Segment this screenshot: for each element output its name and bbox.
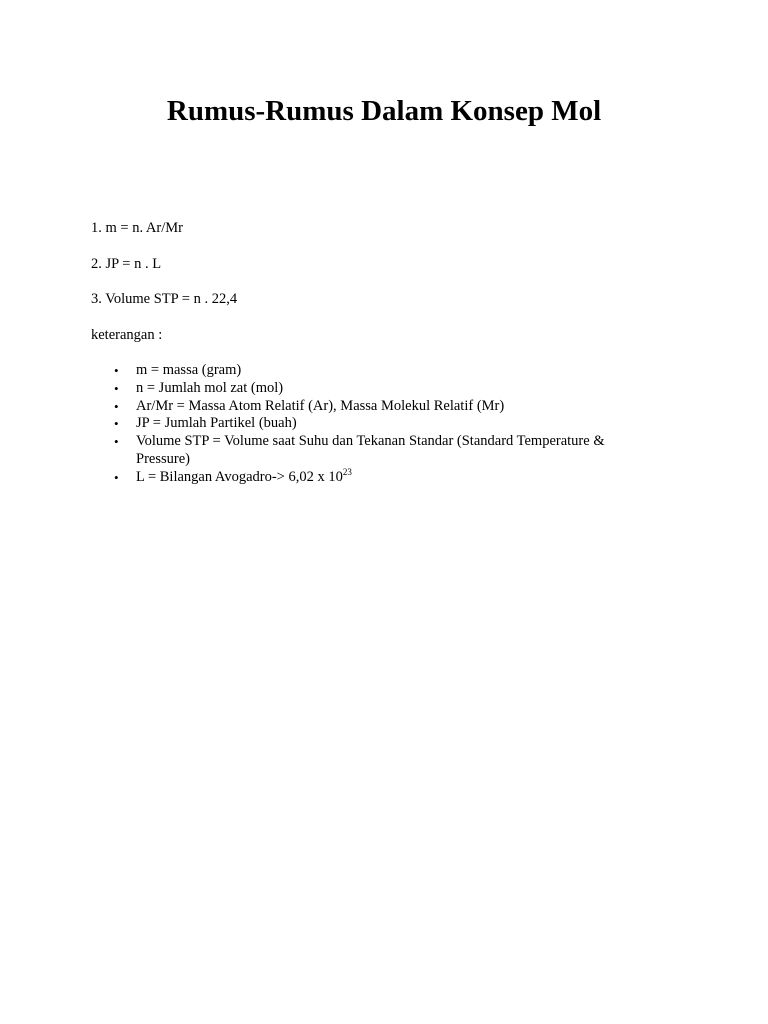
bullet-icon: •: [114, 363, 119, 378]
formula-mass: 1. m = n. Ar/Mr: [91, 220, 183, 236]
exponent: 23: [342, 466, 352, 477]
page-title: Rumus-Rumus Dalam Konsep Mol: [166, 95, 602, 127]
list-item-text: L = Bilangan Avogadro-> 6,02 x 10: [136, 468, 343, 485]
list-item: [91, 362, 651, 380]
bullet-icon: •: [114, 398, 119, 414]
bullet-icon: •: [114, 434, 119, 450]
formula-particles: 2. JP = n . L: [91, 256, 162, 272]
keterangan-label: keterangan :: [91, 327, 163, 343]
list-item-text: m = massa (gram): [136, 362, 242, 378]
list-item: [91, 398, 651, 416]
list-item: [91, 433, 651, 469]
list-item: [91, 415, 651, 433]
bullet-icon: •: [114, 380, 119, 396]
formula-volume-stp: 3. Volume STP = n . 22,4: [91, 291, 238, 307]
list-item: [91, 380, 651, 398]
list-item: [91, 466, 651, 487]
list-item-text: n = Jumlah mol zat (mol): [136, 379, 284, 396]
list-item-text: Volume STP = Volume saat Suhu dan Tekanan Standar (Standard Temperature & Pressure): [136, 433, 605, 467]
legend-list: [91, 362, 651, 487]
list-item-text: Ar/Mr = Massa Atom Relatif (Ar), Massa Molekul Relatif (Mr): [136, 397, 505, 414]
list-item-text: JP = Jumlah Partikel (buah): [136, 415, 297, 432]
bullet-icon: •: [114, 416, 119, 432]
bullet-icon: •: [114, 469, 119, 485]
